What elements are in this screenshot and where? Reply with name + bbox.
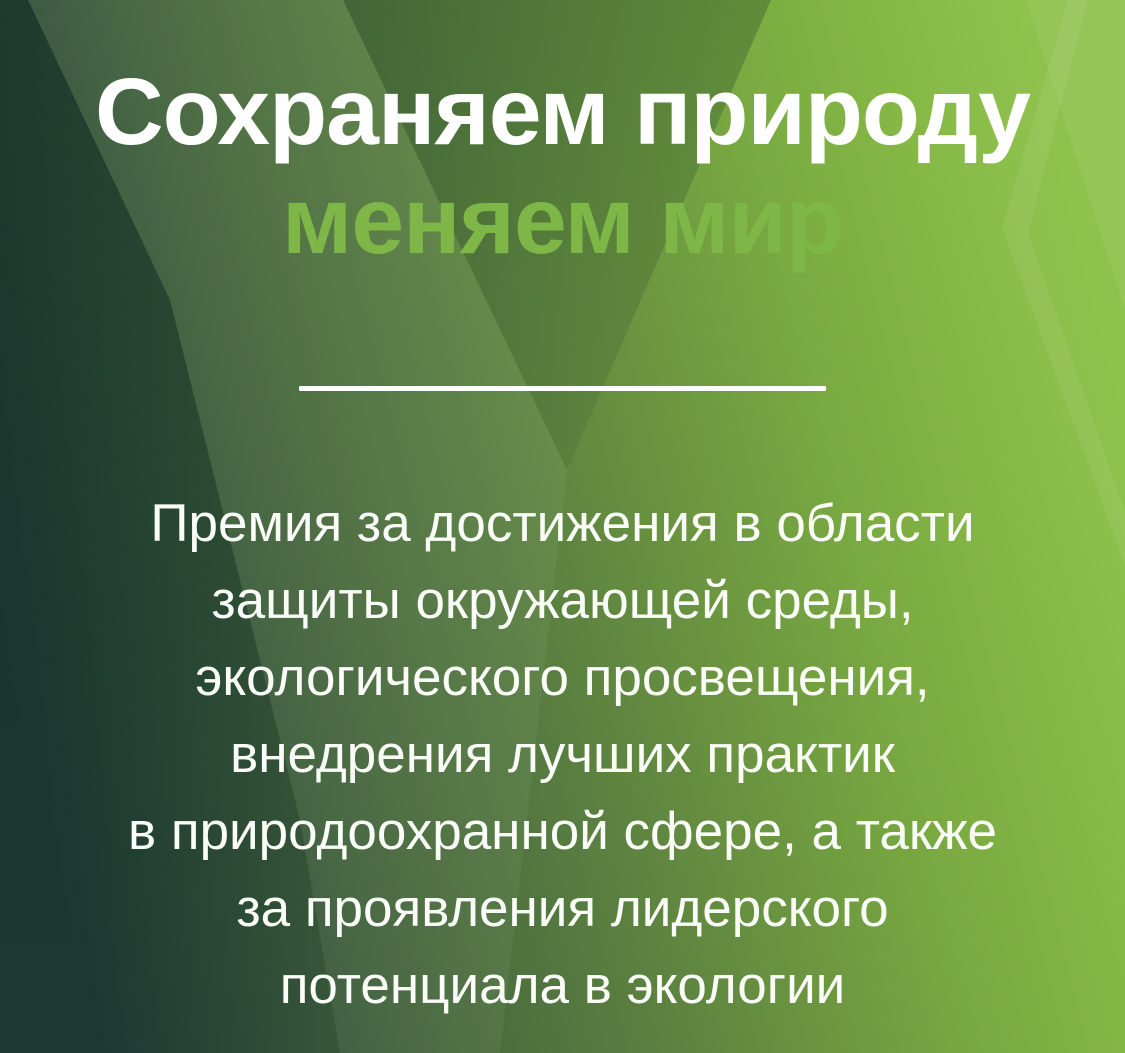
divider-line (299, 386, 826, 391)
description-line: в природоохранной сфере, а также (128, 802, 997, 861)
description-line: внедрения лучших практик (230, 725, 895, 784)
poster-description (128, 485, 997, 1024)
title-line-2: меняем мир (282, 168, 843, 274)
description-line: потенциала в экологии (279, 956, 846, 1015)
description-line: за проявления лидерского (236, 879, 889, 938)
description-line: защиты окружающей среды, (211, 571, 914, 630)
description-line: Премия за достижения в области (150, 494, 975, 553)
description-line: экологического просвещения, (195, 648, 930, 707)
poster-title (95, 58, 1030, 276)
title-line-1: Сохраняем природу (95, 59, 1030, 165)
